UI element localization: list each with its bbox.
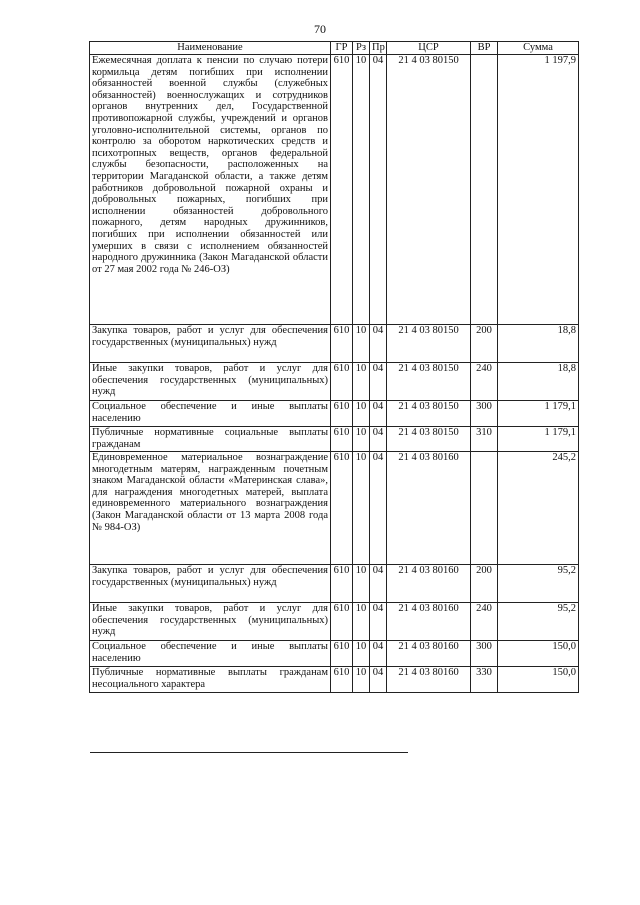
table-row	[90, 603, 579, 641]
row-csr: 21 4 03 80160	[387, 603, 471, 641]
row-amount: 150,0	[498, 641, 579, 667]
row-rz: 10	[353, 427, 370, 452]
budget-table	[89, 41, 579, 693]
row-amount: 95,2	[498, 603, 579, 641]
row-vr: 330	[471, 667, 498, 693]
row-csr: 21 4 03 80150	[387, 401, 471, 427]
row-pr: 04	[370, 452, 387, 565]
row-rz: 10	[353, 325, 370, 363]
row-name: Закупка товаров, работ и услуг для обеспечения государственных (муниципальных) нужд	[90, 565, 331, 603]
row-vr	[471, 452, 498, 565]
row-pr: 04	[370, 55, 387, 325]
row-amount: 18,8	[498, 363, 579, 401]
row-gr: 610	[331, 363, 353, 401]
row-vr: 310	[471, 427, 498, 452]
row-amount: 1 197,9	[498, 55, 579, 325]
row-gr: 610	[331, 427, 353, 452]
footnote-separator-line	[90, 752, 408, 753]
table-row	[90, 325, 579, 363]
row-vr: 200	[471, 565, 498, 603]
row-csr: 21 4 03 80160	[387, 452, 471, 565]
row-pr: 04	[370, 401, 387, 427]
row-name: Иные закупки товаров, работ и услуг для обеспечения государственных (муниципальных) нужд	[90, 363, 331, 401]
row-pr: 04	[370, 427, 387, 452]
table-row	[90, 667, 579, 693]
row-csr: 21 4 03 80150	[387, 427, 471, 452]
table-row	[90, 55, 579, 325]
row-rz: 10	[353, 667, 370, 693]
page-number: 70	[314, 22, 326, 36]
table-row	[90, 427, 579, 452]
row-rz: 10	[353, 363, 370, 401]
row-name: Социальное обеспечение и иные выплаты населению	[90, 401, 331, 427]
row-csr: 21 4 03 80160	[387, 565, 471, 603]
row-name: Социальное обеспечение и иные выплаты населению	[90, 641, 331, 667]
row-gr: 610	[331, 565, 353, 603]
row-pr: 04	[370, 603, 387, 641]
row-name: Публичные нормативные социальные выплаты гражданам	[90, 427, 331, 452]
row-gr: 610	[331, 641, 353, 667]
row-vr: 240	[471, 363, 498, 401]
row-vr: 300	[471, 641, 498, 667]
row-vr: 240	[471, 603, 498, 641]
row-pr: 04	[370, 667, 387, 693]
row-amount: 1 179,1	[498, 401, 579, 427]
table-row	[90, 565, 579, 603]
row-rz: 10	[353, 641, 370, 667]
row-name: Закупка товаров, работ и услуг для обеспечения государственных (муниципальных) нужд	[90, 325, 331, 363]
row-amount: 150,0	[498, 667, 579, 693]
row-csr: 21 4 03 80150	[387, 363, 471, 401]
row-rz: 10	[353, 452, 370, 565]
header-name: Наименование	[90, 42, 331, 55]
row-amount: 18,8	[498, 325, 579, 363]
table-row	[90, 363, 579, 401]
row-name: Ежемесячная доплата к пенсии по случаю потери кормильца детям погибших при исполнении обязанностей военной службы (служебных обязанностей) военнослужащих и сотрудников органов внутренних дел, Государственной противопожарной службы, учреждений и органов уголовно-исполнительной системы, органов по контролю за оборотом наркотических средств и психотропных веществ, органов федеральной службы безопасности, расположенных на территории Магаданской области, а также детям работников добровольной пожарной охраны и добровольных пожарных, погибших при исполнении обязанностей добровольного пожарного, детям народных дружинников, погибших при исполнении обязанностей или умерших в связи с исполнением обязанностей народного дружинника (Закон Магаданской области от 27 мая 2002 года № 246-ОЗ)	[90, 55, 331, 325]
row-pr: 04	[370, 565, 387, 603]
row-gr: 610	[331, 55, 353, 325]
header-rz: Рз	[353, 42, 370, 55]
row-pr: 04	[370, 641, 387, 667]
row-pr: 04	[370, 325, 387, 363]
row-rz: 10	[353, 565, 370, 603]
row-rz: 10	[353, 55, 370, 325]
row-rz: 10	[353, 401, 370, 427]
row-name: Публичные нормативные выплаты гражданам несоциального характера	[90, 667, 331, 693]
row-amount: 95,2	[498, 565, 579, 603]
table-header-row	[90, 42, 579, 55]
header-pr: Пр	[370, 42, 387, 55]
row-vr: 300	[471, 401, 498, 427]
header-vr: ВР	[471, 42, 498, 55]
table-row	[90, 452, 579, 565]
row-rz: 10	[353, 603, 370, 641]
row-gr: 610	[331, 401, 353, 427]
header-gr: ГР	[331, 42, 353, 55]
table-row	[90, 641, 579, 667]
row-gr: 610	[331, 325, 353, 363]
row-amount: 245,2	[498, 452, 579, 565]
row-gr: 610	[331, 667, 353, 693]
table-row	[90, 401, 579, 427]
row-pr: 04	[370, 363, 387, 401]
row-csr: 21 4 03 80160	[387, 667, 471, 693]
row-name: Единовременное материальное вознаграждение многодетным матерям, награжденным почетным знаком Магаданской области «Материнская слава», для награждения многодетных матерей, выплата единовременного материального вознаграждения (Закон Магаданской области от 13 марта 2008 года № 984-ОЗ)	[90, 452, 331, 565]
row-name: Иные закупки товаров, работ и услуг для обеспечения государственных (муниципальных) нужд	[90, 603, 331, 641]
row-csr: 21 4 03 80150	[387, 55, 471, 325]
row-gr: 610	[331, 603, 353, 641]
row-csr: 21 4 03 80160	[387, 641, 471, 667]
header-csr: ЦСР	[387, 42, 471, 55]
row-vr	[471, 55, 498, 325]
row-vr: 200	[471, 325, 498, 363]
row-gr: 610	[331, 452, 353, 565]
row-amount: 1 179,1	[498, 427, 579, 452]
header-amount: Сумма	[498, 42, 579, 55]
row-csr: 21 4 03 80150	[387, 325, 471, 363]
